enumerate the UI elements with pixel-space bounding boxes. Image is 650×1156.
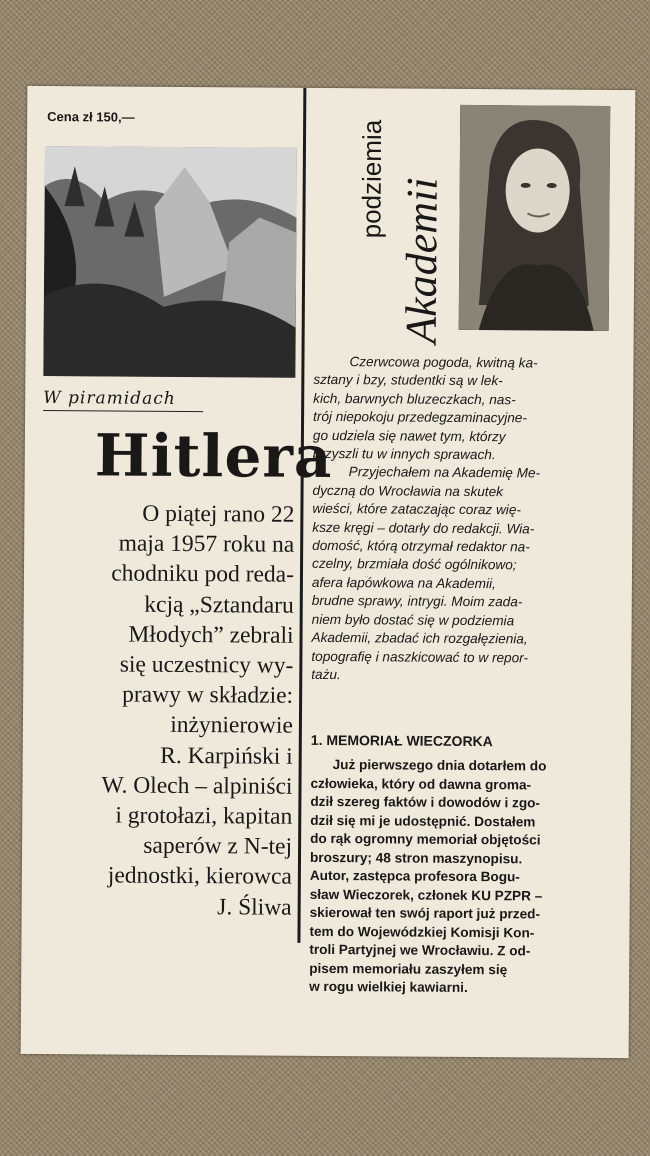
section-line: dził się mi je udostępnić. Dostałem — [310, 812, 536, 829]
left-line: chodniku pod reda- — [111, 560, 295, 589]
right-line: Przyjechałem na Akademię Me- — [348, 464, 541, 481]
left-text-column — [26, 498, 295, 923]
left-line: jednostki, kierowca — [107, 862, 292, 891]
right-line: go udziela się nawet tym, którzy — [312, 427, 506, 444]
left-line: Młodych” zebrali — [128, 621, 294, 649]
mountain-photo — [43, 146, 297, 378]
section-line: tem do Wojewódzkiej Komisji Kon- — [309, 923, 535, 940]
column-divider — [297, 88, 306, 943]
left-line: W. Olech – alpiniści — [101, 772, 293, 800]
left-line: maja 1957 roku na — [118, 530, 295, 558]
section-line: troli Partyjnej we Wrocławiu. Z od- — [309, 941, 531, 959]
section-line: sław Wieczorek, członek KU PZPR – — [309, 886, 543, 904]
section-heading: 1. MEMORIAŁ WIECZORKA — [310, 731, 493, 750]
section-line: dził szereg faktów i dowodów i zgo- — [310, 793, 541, 811]
small-title: W piramidach — [43, 388, 203, 412]
right-line: dyczną do Wrocławia na skutek — [312, 482, 504, 500]
right-line: Czerwcowa pogoda, kwitną ka- — [349, 354, 538, 371]
right-line: Akademii, zbadać ich rozgałęzienia, — [311, 629, 528, 647]
right-line: kich, barwnych bluzeczkach, nas- — [313, 390, 516, 408]
section-line: Autor, zastępca profesora Bogu- — [309, 867, 520, 885]
right-line: trój niepokoju przedegzaminacyjne- — [313, 409, 527, 426]
vertical-title: Akademii — [396, 177, 447, 344]
section-line: do rąk ogromny memoriał objętości — [310, 830, 541, 848]
right-line: tażu. — [311, 666, 341, 682]
right-line: przyszli tu w innych sprawach. — [312, 445, 496, 463]
left-line: i grotołazi, kapitan — [115, 802, 293, 830]
right-line: ksze kręgi – dotarły do redakcji. Wia- — [312, 519, 535, 537]
right-line: sztany i bzy, studentki są w lek- — [313, 372, 503, 389]
left-line: O piątej rano 22 — [142, 500, 295, 528]
woman-portrait-photo — [459, 105, 611, 331]
section-line: skierował ten swój raport już przed- — [309, 904, 541, 922]
book-back-cover — [21, 86, 636, 1058]
right-line: afera łapówkowa na Akademii, — [311, 574, 496, 592]
right-line: niem było dostać się w podziemia — [311, 611, 515, 628]
right-line: domość, którą otrzymał redaktor na- — [312, 537, 530, 555]
right-line: topografię i naszkicować to w repor- — [311, 648, 529, 665]
section-text — [309, 756, 616, 999]
vertical-subtitle: podziemia — [356, 119, 388, 239]
right-line: czelny, brzmiała dość ogólnikowo; — [312, 556, 517, 573]
section-line: broszury; 48 stron maszynopisu. — [309, 849, 523, 866]
big-title: Hitlera — [94, 421, 333, 492]
woman-portrait-drawing — [459, 105, 611, 331]
right-text-column — [311, 353, 618, 686]
section-line: w rogu wielkiej kawiarni. — [309, 978, 468, 995]
mountain-photo-drawing — [43, 146, 297, 378]
section-line: człowieka, który od dawna groma- — [310, 775, 532, 792]
left-line: prawy w składzie: — [122, 681, 294, 709]
left-line: inżynierowie — [170, 712, 294, 740]
left-line: się uczestnicy wy- — [119, 651, 294, 679]
section-line: pisem memoriału zaszyłem się — [309, 960, 508, 977]
left-line: R. Karpiński i — [160, 742, 293, 770]
right-line: brudne sprawy, intrygi. Moim zada- — [311, 593, 523, 610]
left-line: kcją „Sztandaru — [144, 591, 294, 619]
price-label: Cena zł 150,— — [47, 109, 135, 125]
section-line: Już pierwszego dnia dotarłem do — [332, 757, 547, 774]
right-line: wieści, które zataczając coraz wię- — [312, 501, 522, 518]
left-line: saperów z N-tej — [143, 832, 293, 860]
left-line: J. Śliwa — [217, 893, 292, 921]
